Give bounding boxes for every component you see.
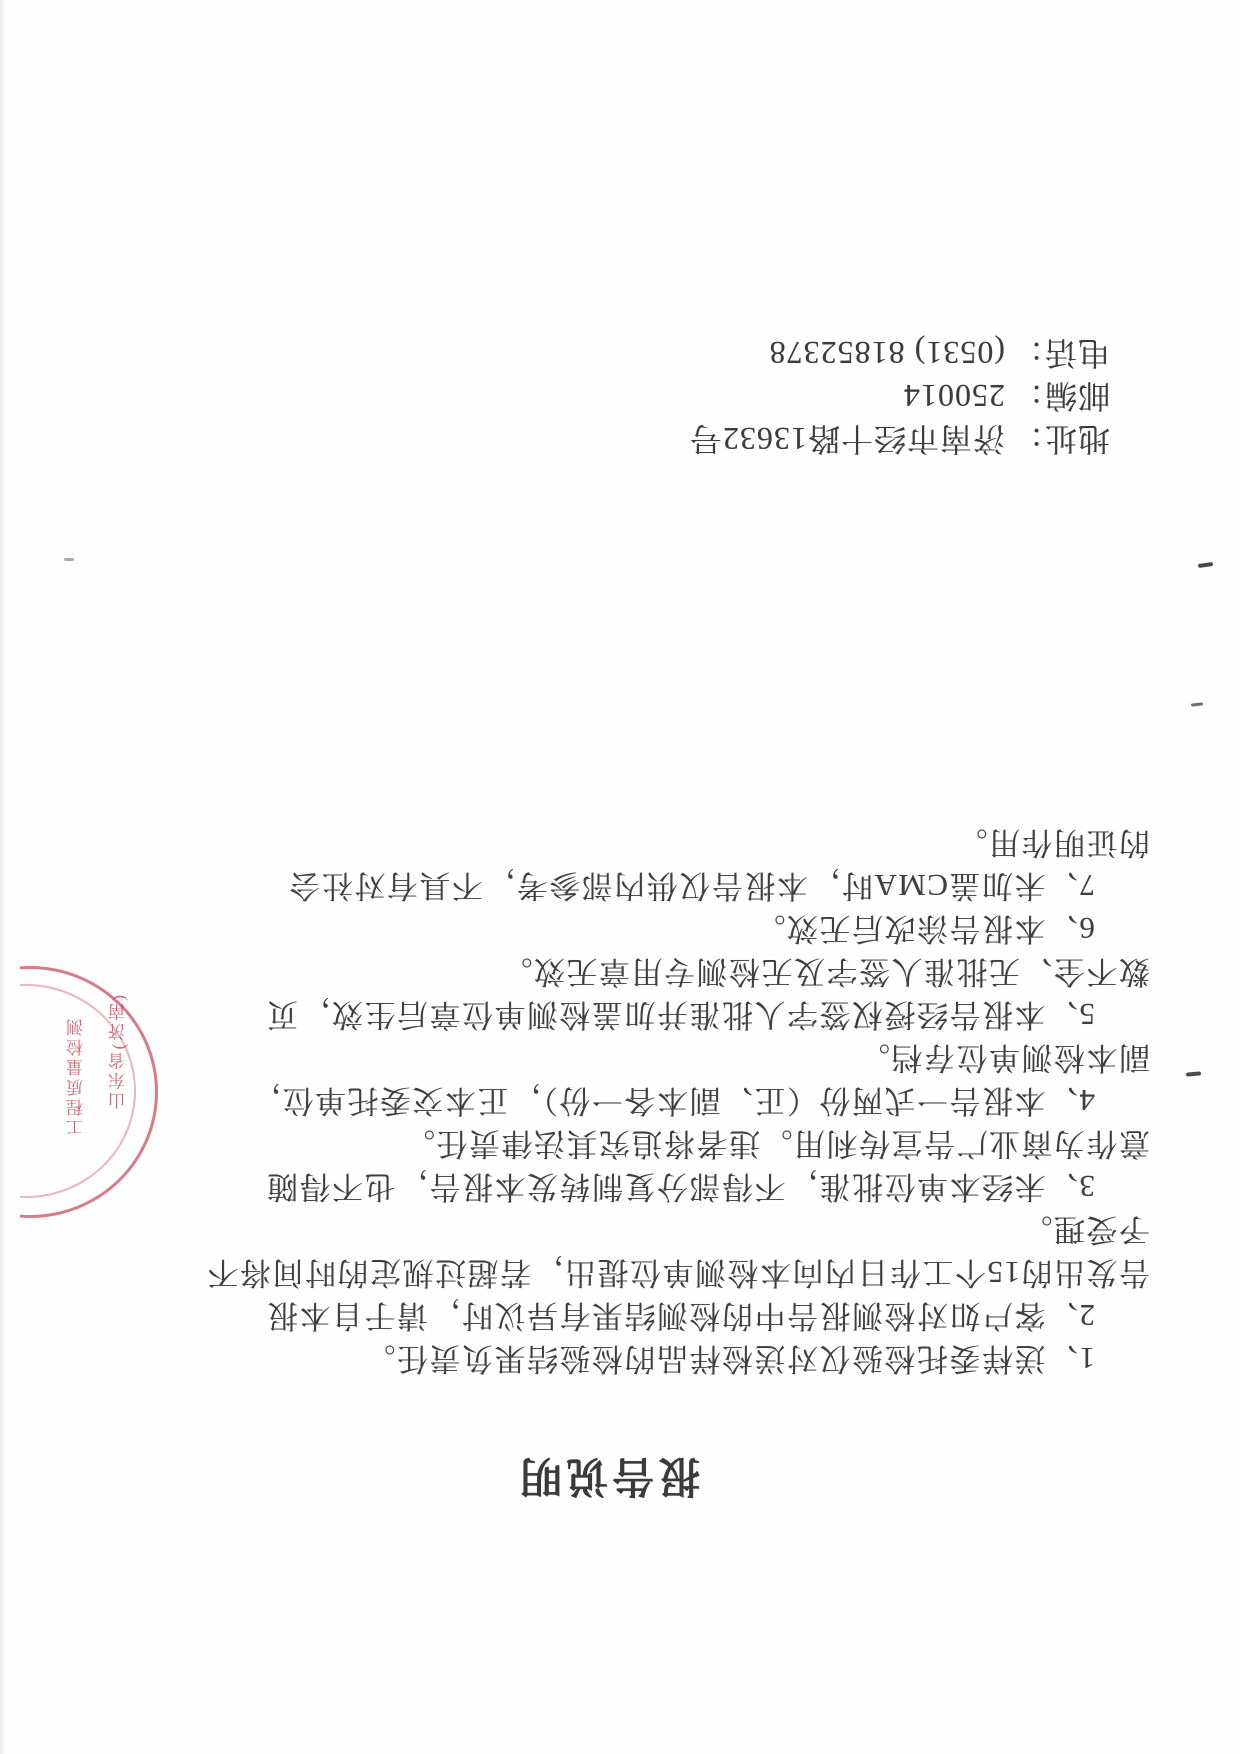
note-item-3-line-2: 意作为商业广告宣传利用。违者将追究其法律责任。: [402, 1126, 1150, 1161]
report-notes: [150, 821, 1150, 1380]
address-value: 济南市经十路13632号: [688, 421, 1005, 457]
address-row: [689, 417, 1110, 460]
seal-text-1: 山东省(济南): [109, 992, 128, 1110]
scan-artifact-dash: [64, 558, 74, 561]
seal-text-2: 工程质量检测: [67, 1016, 86, 1136]
postal-value: 250014: [902, 378, 1005, 414]
phone-value: (0531) 81852378: [768, 335, 1005, 371]
note-item-1-line-1: 1、送样委托检验仅对送检样品的检验结果负责任。: [363, 1341, 1095, 1376]
note-item-2-line-3: 予受理。: [1020, 1212, 1150, 1247]
note-item-3-line-1: 3、未经本单位批准，不得部分复制转发本报告，也不得随: [265, 1169, 1095, 1204]
note-item-5-line-2: 数不全、无批准人签字及无检测专用章无效。: [500, 954, 1150, 989]
contact-block: [689, 331, 1110, 460]
phone-label: 电话：: [1010, 335, 1110, 371]
address-label: 地址：: [1010, 421, 1110, 457]
note-item-2-line-2: 告发出的15个工作日内向本检测单位提出，若超过规定的时间将不: [206, 1255, 1150, 1290]
report-title: 报告说明: [515, 1452, 700, 1498]
note-item-7-line-1: 7、未加盖CMA时，本报告仅供内部参考，不具有对社会: [287, 868, 1095, 903]
postal-label: 邮编：: [1010, 378, 1110, 414]
postal-row: [689, 374, 1110, 417]
note-item-5-line-1: 5、本报告经授权签字人批准并加盖检测单位章后生效，页: [265, 997, 1095, 1032]
note-item-2-line-1: 2、客户如对检测报告中的检测结果有异议时，请于自本报: [265, 1298, 1095, 1333]
note-item-4-line-1: 4、本报告一式两份（正、副本各一份），正本交委托单位，: [248, 1083, 1095, 1118]
note-item-4-line-2: 副本检测单位存档。: [857, 1040, 1150, 1075]
note-item-7-line-2: 的证明作用。: [955, 825, 1150, 860]
note-item-6-line-1: 6、本报告涂改后无效。: [753, 911, 1095, 946]
phone-row: [689, 331, 1110, 374]
